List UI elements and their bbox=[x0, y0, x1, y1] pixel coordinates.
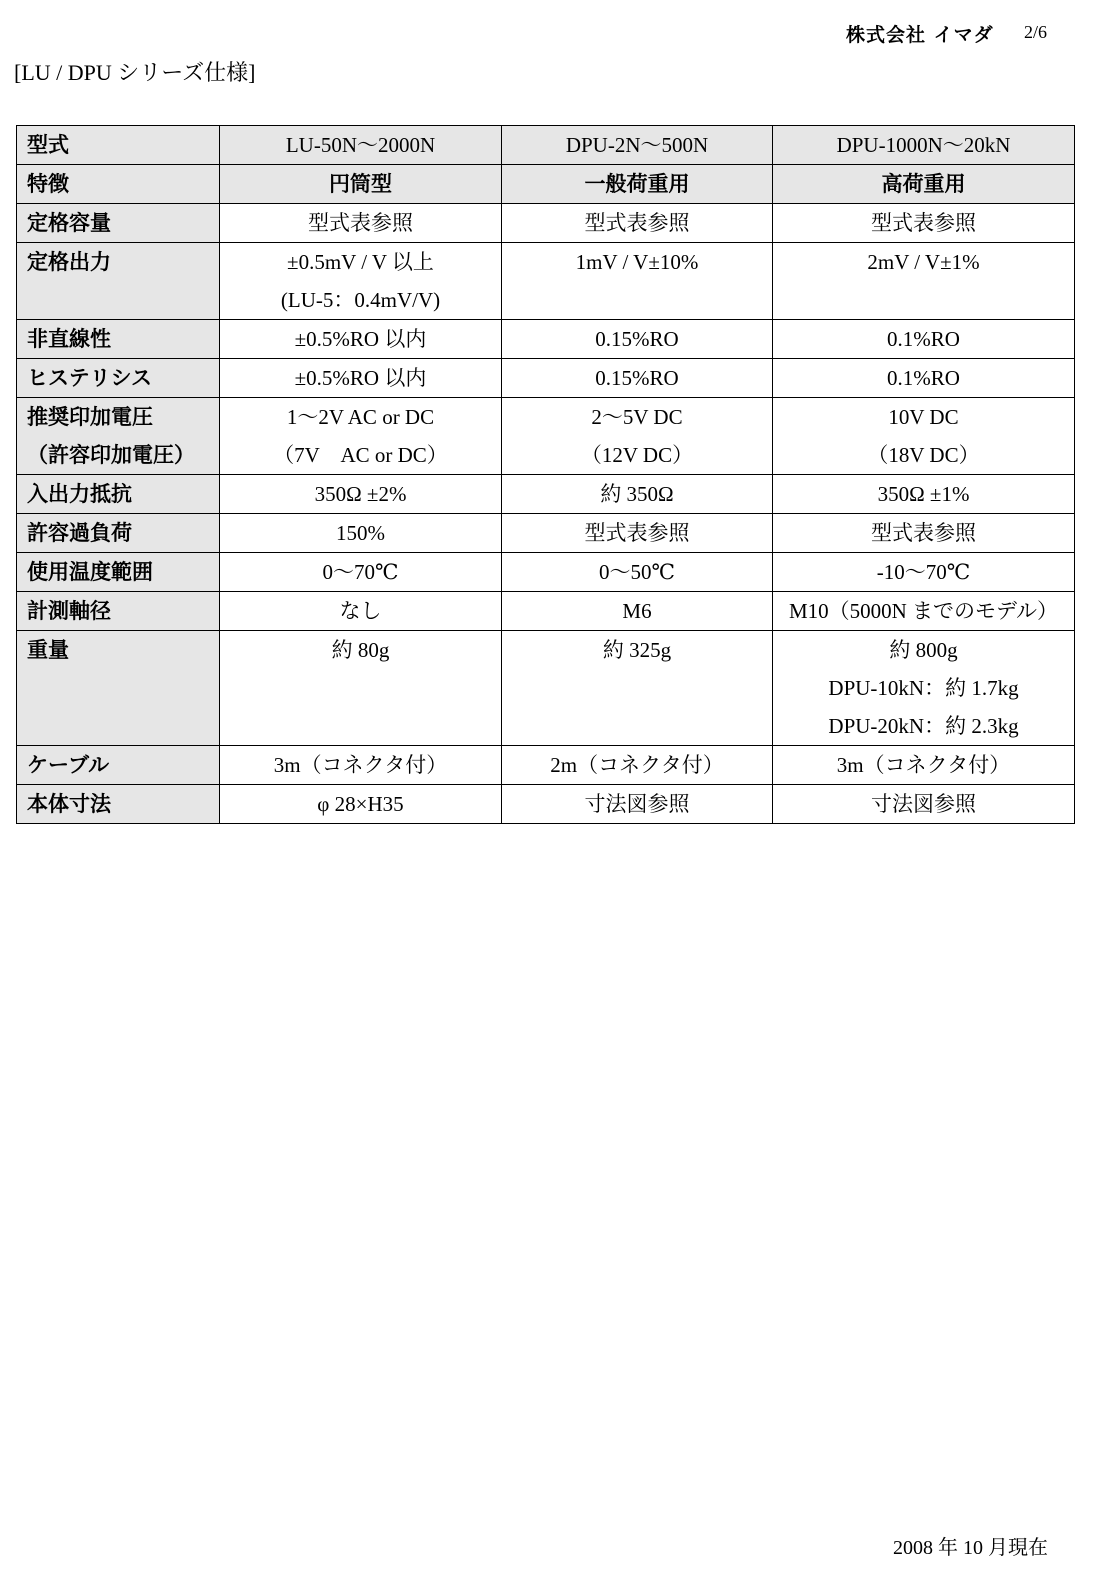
spec-cell bbox=[502, 126, 773, 165]
row-label-line: 非直線性 bbox=[27, 327, 111, 351]
spec-cell-line: 一般荷重用 bbox=[584, 172, 690, 196]
row-label-line: 重量 bbox=[27, 638, 69, 662]
spec-cell-line: 10V DC bbox=[888, 405, 959, 429]
row-label bbox=[17, 204, 220, 243]
row-label-line: 計測軸径 bbox=[27, 599, 111, 623]
spec-cell bbox=[220, 243, 502, 320]
row-label-line: 定格出力 bbox=[27, 250, 111, 274]
row-label bbox=[17, 746, 220, 785]
spec-cell bbox=[773, 746, 1075, 785]
spec-cell-line: 高荷重用 bbox=[881, 172, 966, 196]
spec-cell-line: 円筒型 bbox=[329, 172, 392, 196]
spec-cell bbox=[773, 320, 1075, 359]
row-label bbox=[17, 785, 220, 824]
spec-cell-line: DPU-20kN：約 2.3kg bbox=[828, 714, 1019, 738]
spec-cell-line: 1～2V AC or DC bbox=[286, 405, 435, 429]
row-label bbox=[17, 126, 220, 165]
spec-cell-line: (LU-5：0.4mV/V) bbox=[280, 288, 441, 312]
spec-cell bbox=[773, 631, 1075, 746]
spec-cell bbox=[502, 785, 773, 824]
table-row bbox=[17, 475, 1075, 514]
spec-cell bbox=[502, 320, 773, 359]
spec-cell bbox=[220, 320, 502, 359]
spec-cell-line: 350Ω ±2% bbox=[314, 482, 407, 506]
spec-cell bbox=[773, 398, 1075, 475]
table-row bbox=[17, 631, 1075, 746]
spec-cell bbox=[220, 746, 502, 785]
spec-cell-line: 1mV / V±10% bbox=[575, 250, 699, 274]
row-label-line: 許容過負荷 bbox=[27, 521, 132, 545]
spec-cell-line: 寸法図参照 bbox=[871, 792, 976, 816]
table-row bbox=[17, 553, 1075, 592]
spec-cell-line: 0～70℃ bbox=[322, 560, 399, 584]
spec-cell bbox=[773, 204, 1075, 243]
spec-cell-line: 0.15%RO bbox=[595, 366, 679, 390]
row-label bbox=[17, 243, 220, 320]
table-row bbox=[17, 514, 1075, 553]
spec-cell-line: 2mV / V±1% bbox=[867, 250, 980, 274]
row-label bbox=[17, 165, 220, 204]
row-label-line: （許容印加電圧） bbox=[27, 443, 195, 467]
spec-cell bbox=[502, 553, 773, 592]
row-label-line: 定格容量 bbox=[27, 211, 111, 235]
spec-cell bbox=[773, 785, 1075, 824]
table-row bbox=[17, 746, 1075, 785]
spec-table-body bbox=[17, 126, 1075, 824]
spec-cell-line: 型式表参照 bbox=[871, 211, 976, 235]
table-row bbox=[17, 243, 1075, 320]
spec-cell-line: （12V DC） bbox=[580, 443, 694, 467]
spec-cell-line: DPU-1000N～20kN bbox=[836, 133, 1011, 157]
spec-cell bbox=[773, 359, 1075, 398]
table-row bbox=[17, 320, 1075, 359]
page-number: 2/6 bbox=[1024, 22, 1048, 42]
spec-cell-line: 型式表参照 bbox=[871, 521, 976, 545]
spec-cell-line: 150% bbox=[336, 521, 385, 545]
spec-cell-line: なし bbox=[339, 599, 382, 623]
company-name: 株式会社 イマダ bbox=[846, 24, 994, 46]
table-row bbox=[17, 592, 1075, 631]
spec-cell-line: 3m（コネクタ付） bbox=[836, 753, 1011, 777]
spec-cell bbox=[773, 592, 1075, 631]
spec-cell-line: M6 bbox=[622, 599, 652, 623]
spec-cell bbox=[502, 475, 773, 514]
row-label bbox=[17, 398, 220, 475]
table-row bbox=[17, 126, 1075, 165]
spec-cell-line: 2～5V DC bbox=[591, 405, 683, 429]
row-label-line: 使用温度範囲 bbox=[27, 560, 153, 584]
row-label-line: 入出力抵抗 bbox=[27, 482, 132, 506]
row-label-line: ケーブル bbox=[27, 753, 110, 777]
spec-cell-line: 2m（コネクタ付） bbox=[550, 753, 724, 777]
table-row bbox=[17, 398, 1075, 475]
document-title: [LU / DPU シリーズ仕様] bbox=[14, 60, 256, 85]
spec-cell bbox=[220, 398, 502, 475]
spec-cell-line: -10～70℃ bbox=[876, 560, 971, 584]
spec-cell-line: φ 28×H35 bbox=[317, 792, 404, 816]
spec-cell bbox=[502, 514, 773, 553]
row-label-line: 型式 bbox=[27, 133, 69, 157]
spec-cell-line: DPU-10kN：約 1.7kg bbox=[828, 676, 1019, 700]
spec-cell-line: ±0.5mV / V 以上 bbox=[287, 250, 434, 274]
spec-cell bbox=[220, 359, 502, 398]
spec-cell-line: ±0.5%RO 以内 bbox=[294, 327, 427, 351]
spec-cell bbox=[220, 475, 502, 514]
spec-cell bbox=[502, 204, 773, 243]
spec-cell-line: 3m（コネクタ付） bbox=[273, 753, 448, 777]
row-label-line: 本体寸法 bbox=[27, 792, 111, 816]
table-row bbox=[17, 204, 1075, 243]
spec-cell-line: 約 80g bbox=[331, 638, 390, 662]
spec-cell bbox=[220, 514, 502, 553]
spec-cell bbox=[220, 785, 502, 824]
row-label bbox=[17, 553, 220, 592]
spec-cell bbox=[220, 204, 502, 243]
spec-cell bbox=[502, 165, 773, 204]
spec-cell bbox=[220, 631, 502, 746]
spec-cell-line: M10（5000N までのモデル） bbox=[788, 599, 1059, 623]
spec-cell-line: LU-50N～2000N bbox=[285, 133, 436, 157]
spec-cell-line: 約 350Ω bbox=[600, 482, 674, 506]
spec-cell bbox=[773, 514, 1075, 553]
spec-cell-line: 0.15%RO bbox=[595, 327, 679, 351]
row-label-line: 推奨印加電圧 bbox=[27, 405, 153, 429]
row-label bbox=[17, 359, 220, 398]
spec-cell bbox=[220, 592, 502, 631]
spec-cell bbox=[773, 553, 1075, 592]
spec-cell-line: 0～50℃ bbox=[599, 560, 675, 584]
spec-cell-line: （7V AC or DC） bbox=[273, 443, 448, 467]
row-label bbox=[17, 514, 220, 553]
row-label bbox=[17, 320, 220, 359]
row-label bbox=[17, 475, 220, 514]
row-label bbox=[17, 631, 220, 746]
row-label bbox=[17, 592, 220, 631]
spec-cell bbox=[502, 631, 773, 746]
spec-cell bbox=[220, 553, 502, 592]
spec-cell-line: 0.1%RO bbox=[887, 366, 960, 390]
table-row bbox=[17, 165, 1075, 204]
spec-cell bbox=[502, 359, 773, 398]
spec-cell-line: 型式表参照 bbox=[308, 211, 413, 235]
spec-cell bbox=[502, 592, 773, 631]
row-label-line: ヒステリシス bbox=[27, 366, 152, 390]
spec-cell bbox=[773, 126, 1075, 165]
spec-cell-line: 約 800g bbox=[889, 638, 958, 662]
spec-cell-line: 0.1%RO bbox=[887, 327, 960, 351]
spec-table bbox=[16, 125, 1075, 824]
spec-cell-line: ±0.5%RO 以内 bbox=[294, 366, 427, 390]
row-label-line: 特徴 bbox=[27, 172, 69, 196]
spec-cell-line: 350Ω ±1% bbox=[877, 482, 970, 506]
spec-cell bbox=[220, 126, 502, 165]
spec-cell bbox=[773, 243, 1075, 320]
spec-cell-line: 約 325g bbox=[602, 638, 672, 662]
spec-cell bbox=[502, 398, 773, 475]
spec-cell bbox=[502, 243, 773, 320]
spec-cell-line: DPU-2N～500N bbox=[565, 133, 709, 157]
table-row bbox=[17, 785, 1075, 824]
spec-cell bbox=[220, 165, 502, 204]
spec-cell-line: 寸法図参照 bbox=[584, 792, 690, 816]
spec-cell-line: 型式表参照 bbox=[584, 521, 690, 545]
spec-cell-line: 型式表参照 bbox=[584, 211, 690, 235]
spec-cell bbox=[502, 746, 773, 785]
spec-cell-line: （18V DC） bbox=[867, 443, 980, 467]
spec-cell bbox=[773, 475, 1075, 514]
spec-cell bbox=[773, 165, 1075, 204]
table-row bbox=[17, 359, 1075, 398]
footer-date: 2008 年 10 月現在 bbox=[893, 1537, 1048, 1559]
